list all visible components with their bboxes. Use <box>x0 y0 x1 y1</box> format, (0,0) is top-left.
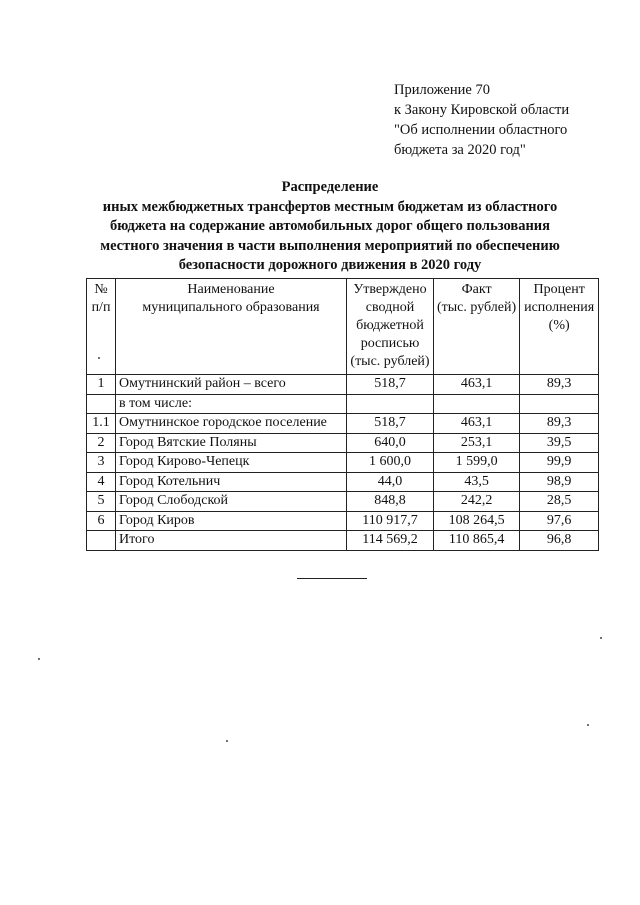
table-total-row <box>87 531 599 551</box>
scan-speck <box>98 357 100 359</box>
document-title <box>40 178 620 276</box>
cell-name: Город Слободской <box>116 492 347 512</box>
title-line: бюджета на содержание автомобильных дорог общего пользования <box>109 218 551 234</box>
cell-percent <box>520 394 599 414</box>
cell-name: Город Киров <box>116 511 347 531</box>
cell-percent: 96,8 <box>520 531 599 551</box>
cell-no: 1.1 <box>87 414 116 434</box>
cell-name: в том числе: <box>116 394 347 414</box>
scan-speck <box>600 637 602 639</box>
table-header-row <box>87 279 599 375</box>
cell-no: 2 <box>87 433 116 453</box>
header-line: (тыс. рублей) <box>350 354 430 369</box>
cell-percent: 89,3 <box>520 375 599 395</box>
cell-fact: 110 865,4 <box>434 531 520 551</box>
header-line: муниципального образования <box>142 300 320 315</box>
title-line: Распределение <box>281 179 379 195</box>
cell-approved: 44,0 <box>347 472 434 492</box>
cell-approved: 518,7 <box>347 375 434 395</box>
header-line: Наименование <box>187 282 275 297</box>
cell-fact: 253,1 <box>434 433 520 453</box>
table-row <box>87 472 599 492</box>
cell-name: Город Вятские Поляны <box>116 433 347 453</box>
cell-no <box>87 394 116 414</box>
cell-approved: 640,0 <box>347 433 434 453</box>
title-line: безопасности дорожного движения в 2020 году <box>178 257 482 273</box>
appendix-line: бюджета за 2020 год" <box>394 142 526 158</box>
appendix-line: "Об исполнении областного <box>394 122 568 138</box>
appendix-note <box>394 80 569 160</box>
scan-speck <box>38 658 40 660</box>
title-line: местного значения в части выполнения мероприятий по обеспечению <box>100 237 560 254</box>
cell-percent: 97,6 <box>520 511 599 531</box>
header-line: (%) <box>548 318 570 333</box>
table-row <box>87 453 599 473</box>
cell-approved: 1 600,0 <box>347 453 434 473</box>
table-row <box>87 375 599 395</box>
header-percent <box>520 279 599 375</box>
cell-fact: 108 264,5 <box>434 511 520 531</box>
cell-name: Омутнинское городское поселение <box>116 414 347 434</box>
cell-approved: 114 569,2 <box>347 531 434 551</box>
table-row <box>87 433 599 453</box>
table-row <box>87 414 599 434</box>
appendix-line: Приложение 70 <box>394 82 490 98</box>
header-name <box>116 279 347 375</box>
table-row <box>87 394 599 414</box>
closing-rule <box>297 578 367 579</box>
header-line: (тыс. рублей) <box>437 300 517 315</box>
scan-speck <box>226 740 228 742</box>
cell-no <box>87 531 116 551</box>
cell-fact <box>434 394 520 414</box>
cell-no: 3 <box>87 453 116 473</box>
cell-fact: 43,5 <box>434 472 520 492</box>
header-line: № <box>94 282 108 297</box>
header-line: исполнения <box>524 300 595 315</box>
cell-fact: 463,1 <box>434 375 520 395</box>
distribution-table <box>86 278 599 551</box>
cell-approved: 518,7 <box>347 414 434 434</box>
cell-percent: 99,9 <box>520 453 599 473</box>
cell-approved: 110 917,7 <box>347 511 434 531</box>
cell-approved: 848,8 <box>347 492 434 512</box>
cell-percent: 28,5 <box>520 492 599 512</box>
cell-fact: 1 599,0 <box>434 453 520 473</box>
header-line: бюджетной <box>356 318 424 333</box>
cell-percent: 98,9 <box>520 472 599 492</box>
header-line: Факт <box>461 282 492 297</box>
scan-speck <box>587 724 589 726</box>
table-row <box>87 511 599 531</box>
cell-fact: 242,2 <box>434 492 520 512</box>
cell-approved <box>347 394 434 414</box>
title-line: иных межбюджетных трансфертов местным бюджетам из областного <box>102 198 558 215</box>
header-line: п/п <box>91 300 111 315</box>
header-fact <box>434 279 520 375</box>
cell-no: 6 <box>87 511 116 531</box>
header-approved <box>347 279 434 375</box>
header-no <box>87 279 116 375</box>
header-line: Процент <box>533 282 585 297</box>
cell-no: 5 <box>87 492 116 512</box>
cell-percent: 89,3 <box>520 414 599 434</box>
cell-name: Город Котельнич <box>116 472 347 492</box>
cell-no: 4 <box>87 472 116 492</box>
cell-fact: 463,1 <box>434 414 520 434</box>
cell-name: Город Кирово-Чепецк <box>116 453 347 473</box>
cell-name: Омутнинский район – всего <box>116 375 347 395</box>
header-line: сводной <box>365 300 415 315</box>
table-row <box>87 492 599 512</box>
header-line: Утверждено <box>353 282 427 297</box>
cell-name: Итого <box>116 531 347 551</box>
cell-no: 1 <box>87 375 116 395</box>
appendix-line: к Закону Кировской области <box>394 102 570 118</box>
cell-percent: 39,5 <box>520 433 599 453</box>
header-line: росписью <box>360 336 420 351</box>
